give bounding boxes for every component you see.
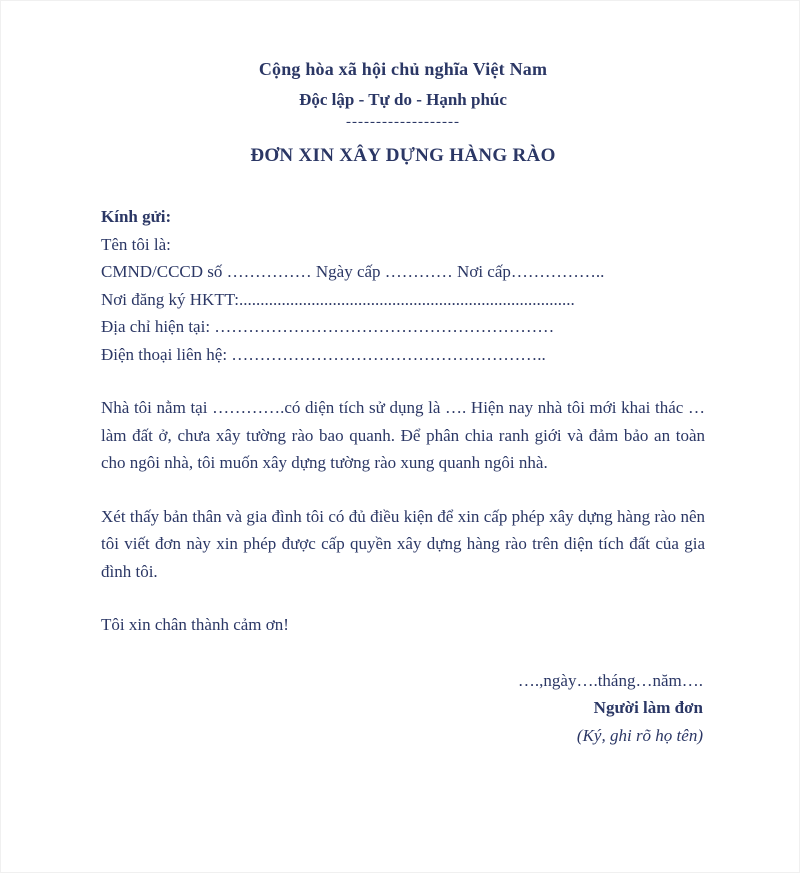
document-page	[1, 1, 800, 874]
document-header	[101, 59, 705, 167]
paragraph-thanks: Tôi xin chân thành cảm ơn!	[101, 615, 289, 635]
signature-block	[101, 667, 705, 750]
field-current-address: Địa chỉ hiện tại: ……………………………………………………	[101, 317, 555, 337]
document-paragraphs	[101, 394, 705, 639]
national-motto-line1: Cộng hòa xã hội chủ nghĩa Việt Nam	[258, 59, 548, 79]
paragraph-request: Xét thấy bản thân và gia đình tôi có đủ điều kiện để xin cấp phép xây dựng hàng rào nên tôi viết đơn này xin phép được cấp quyền xây dựng hàng rào trên diện tích đất của gia đình tôi.	[101, 506, 705, 581]
field-recipient: Kính gửi:	[101, 207, 172, 226]
signature-note: (Ký, ghi rõ họ tên)	[576, 725, 703, 745]
header-separator: -------------------	[346, 114, 460, 130]
field-id-number: CMND/CCCD số …………… Ngày cấp ………… Nơi cấp……………..	[101, 262, 605, 282]
signature-date-line: ….,ngày….tháng…năm….	[517, 670, 703, 690]
field-phone: Điện thoại liên hệ: ………………………………………………..	[101, 344, 546, 364]
paragraph-house-description: Nhà tôi nằm tại ………….có diện tích sử dụng là …. Hiện nay nhà tôi mới khai thác … làm đất ở, chưa xây tường rào bao quanh. Để phân chia ranh giới và đảm bảo an toàn cho ngôi nhà, tôi muốn xây dựng tường rào xung quanh ngôi nhà.	[101, 398, 705, 473]
national-motto-line2: Độc lập - Tự do - Hạnh phúc	[299, 90, 507, 109]
document-title: ĐƠN XIN XÂY DỰNG HÀNG RÀO	[250, 145, 556, 166]
signature-role: Người làm đơn	[593, 698, 703, 718]
document-body	[101, 203, 705, 750]
field-registered-residence: Nơi đăng ký HKTT:...............................................................................	[101, 289, 575, 309]
field-name: Tên tôi là:	[101, 234, 171, 254]
